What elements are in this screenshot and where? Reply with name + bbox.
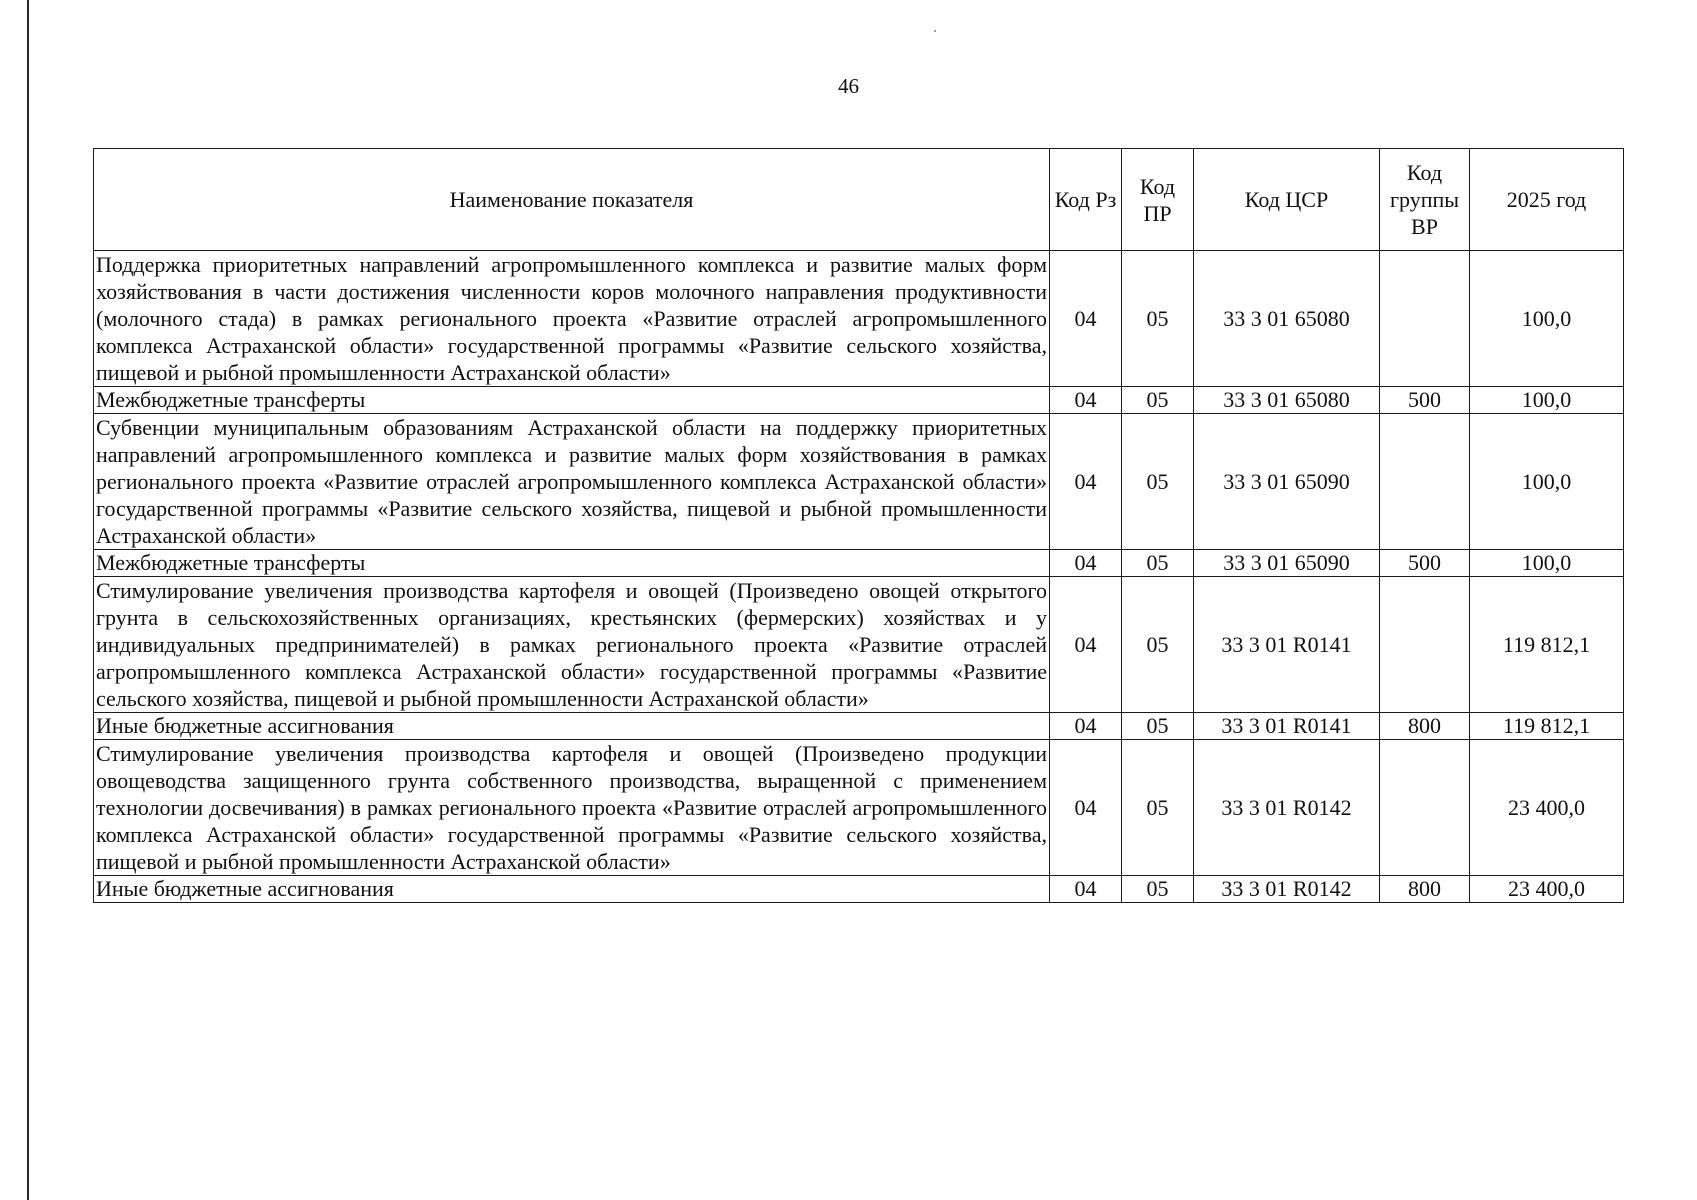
- scan-edge-line: [27, 0, 29, 1200]
- row-vr: 800: [1380, 713, 1470, 740]
- row-name: Поддержка приоритетных направлений агропромышленного комплекса и развитие малых форм хозяйствования в части достижения численности коров молочного направления продуктивности (молочного стада) в рамках регионального проекта «Развитие отраслей агропромышленного комплекса Астраханской области» государственной программы «Развитие сельского хозяйства, пищевой и рыбной промышленности Астраханской области»: [94, 251, 1050, 387]
- row-vr: 500: [1380, 550, 1470, 577]
- row-rz: 04: [1050, 713, 1122, 740]
- row-vr: [1380, 577, 1470, 713]
- budget-table: [93, 148, 1624, 903]
- table-row: [94, 876, 1624, 903]
- row-name: Стимулирование увеличения производства картофеля и овощей (Произведено овощей открытого грунта в сельскохозяйственных организациях, крестьянских (фермерских) хозяйствах и у индивидуальных предпринимателей) в рамках регионального проекта «Развитие отраслей агропромышленного комплекса Астраханской области» государственной программы «Развитие сельского хозяйства, пищевой и рыбной промышленности Астраханской области»: [94, 577, 1050, 713]
- row-amount: 100,0: [1470, 550, 1624, 577]
- row-amount: 23 400,0: [1470, 740, 1624, 876]
- row-rz: 04: [1050, 577, 1122, 713]
- row-pr: 05: [1122, 387, 1194, 414]
- row-csr: 33 3 01 R0141: [1194, 713, 1380, 740]
- page-number: 46: [838, 74, 859, 98]
- row-name: Иные бюджетные ассигнования: [94, 713, 1050, 740]
- row-pr: 05: [1122, 713, 1194, 740]
- row-pr: 05: [1122, 251, 1194, 387]
- row-amount: 100,0: [1470, 251, 1624, 387]
- row-pr: 05: [1122, 740, 1194, 876]
- row-vr: [1380, 251, 1470, 387]
- header-vr: Код группы ВР: [1380, 149, 1470, 251]
- row-amount: 100,0: [1470, 414, 1624, 550]
- row-rz: 04: [1050, 387, 1122, 414]
- row-vr: 800: [1380, 876, 1470, 903]
- row-rz: 04: [1050, 251, 1122, 387]
- table-header-row: [94, 149, 1624, 251]
- header-pr: Код ПР: [1122, 149, 1194, 251]
- row-vr: 500: [1380, 387, 1470, 414]
- table-row: [94, 387, 1624, 414]
- header-csr: Код ЦСР: [1194, 149, 1380, 251]
- row-csr: 33 3 01 R0142: [1194, 740, 1380, 876]
- row-vr: [1380, 414, 1470, 550]
- row-name: Субвенции муниципальным образованиям Астраханской области на поддержку приоритетных направлений агропромышленного комплекса и развитие малых форм хозяйствования в рамках регионального проекта «Развитие отраслей агропромышленного комплекса Астраханской области» государственной программы «Развитие сельского хозяйства, пищевой и рыбной промышленности Астраханской области»: [94, 414, 1050, 550]
- row-rz: 04: [1050, 414, 1122, 550]
- row-name: Иные бюджетные ассигнования: [94, 876, 1050, 903]
- row-csr: 33 3 01 65090: [1194, 414, 1380, 550]
- row-csr: 33 3 01 65080: [1194, 387, 1380, 414]
- row-csr: 33 3 01 R0141: [1194, 577, 1380, 713]
- row-csr: 33 3 01 65080: [1194, 251, 1380, 387]
- row-amount: 119 812,1: [1470, 577, 1624, 713]
- row-pr: 05: [1122, 550, 1194, 577]
- table-row: [94, 577, 1624, 713]
- table-row: [94, 740, 1624, 876]
- row-name: Стимулирование увеличения производства картофеля и овощей (Произведено продукции овощеводства защищенного грунта собственного производства, выращенной с применением технологии досвечивания) в рамках регионального проекта «Развитие отраслей агропромышленного комплекса Астраханской области» государственной программы «Развитие сельского хозяйства, пищевой и рыбной промышленности Астраханской области»: [94, 740, 1050, 876]
- row-amount: 100,0: [1470, 387, 1624, 414]
- table-row: [94, 550, 1624, 577]
- header-name: Наименование показателя: [94, 149, 1050, 251]
- row-amount: 23 400,0: [1470, 876, 1624, 903]
- row-name: Межбюджетные трансферты: [94, 550, 1050, 577]
- table-row: [94, 713, 1624, 740]
- row-pr: 05: [1122, 876, 1194, 903]
- row-vr: [1380, 740, 1470, 876]
- header-rz: Код Рз: [1050, 149, 1122, 251]
- row-csr: 33 3 01 65090: [1194, 550, 1380, 577]
- table-row: [94, 251, 1624, 387]
- row-name: Межбюджетные трансферты: [94, 387, 1050, 414]
- row-rz: 04: [1050, 740, 1122, 876]
- row-pr: 05: [1122, 577, 1194, 713]
- row-pr: 05: [1122, 414, 1194, 550]
- table-row: [94, 414, 1624, 550]
- row-amount: 119 812,1: [1470, 713, 1624, 740]
- row-csr: 33 3 01 R0142: [1194, 876, 1380, 903]
- header-year: 2025 год: [1470, 149, 1624, 251]
- row-rz: 04: [1050, 876, 1122, 903]
- scan-speck: [934, 30, 936, 32]
- row-rz: 04: [1050, 550, 1122, 577]
